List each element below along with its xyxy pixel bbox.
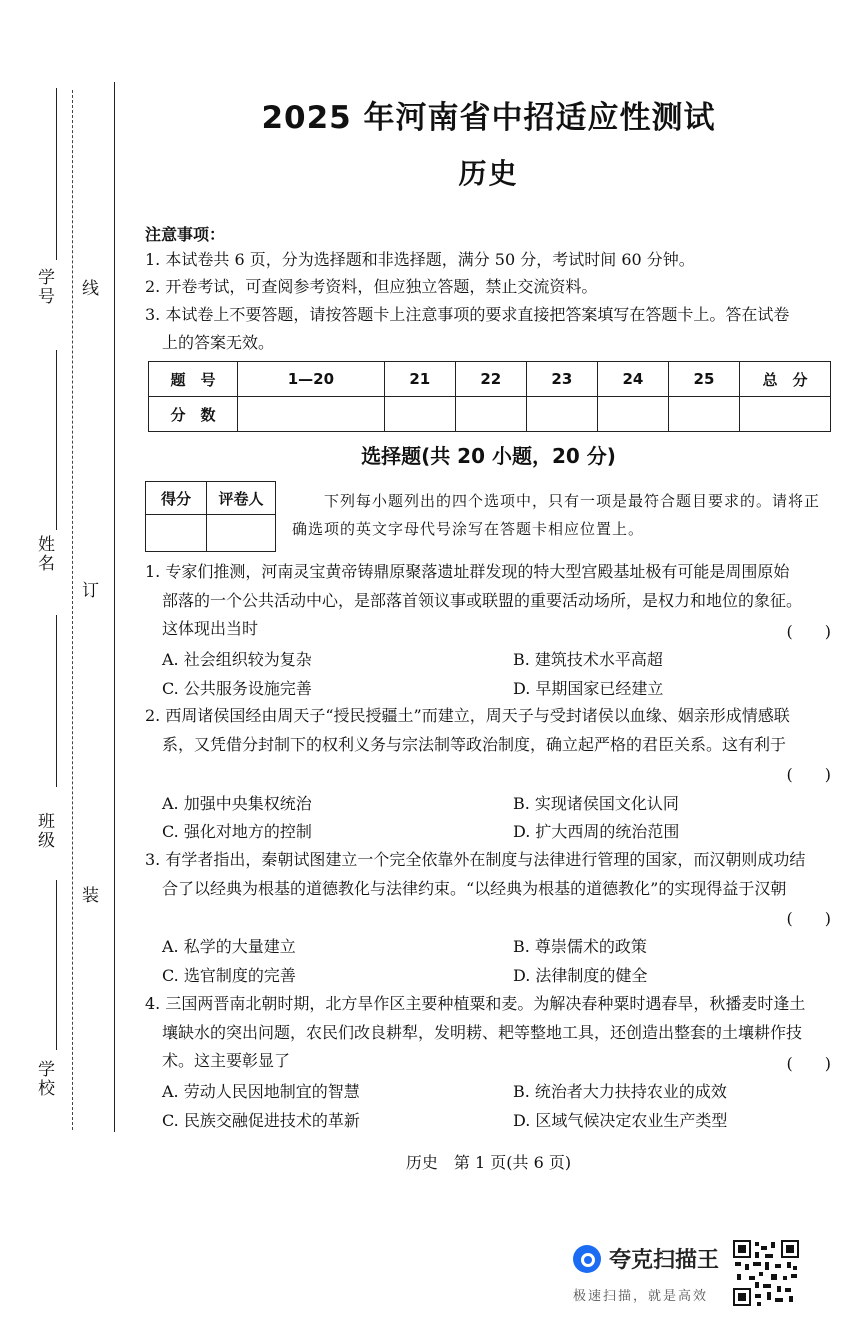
score-input-cell xyxy=(384,397,455,432)
score-table xyxy=(148,361,831,432)
score-input-cell xyxy=(740,397,831,432)
answer-paren: ( ) xyxy=(786,765,831,784)
option-a: A. 劳动人民因地制宜的智慧 xyxy=(162,1082,360,1101)
question-line: 合了以经典为根基的道德教化与法律约束。“以经典为根基的道德教化”的实现得益于汉朝 xyxy=(162,879,787,898)
label-student-id: 学号 xyxy=(34,268,54,306)
question-line: 部落的一个公共活动中心，是部落首领议事或联盟的重要活动场所，是权力和地位的象征。 xyxy=(162,591,803,610)
section-title: 选择题(共 20 小题，20 分) xyxy=(361,444,616,468)
score-table-header-row xyxy=(149,362,831,397)
qr-code-icon xyxy=(733,1240,799,1306)
answer-paren: ( ) xyxy=(786,622,831,641)
option-a: A. 加强中央集权统治 xyxy=(162,794,312,813)
class-line xyxy=(56,615,57,787)
note-item: 上的答案无效。 xyxy=(162,333,275,352)
question-line: 系，又凭借分封制下的权利义务与宗法制等政治制度，确立起严格的君臣关系。这有利于 xyxy=(162,735,787,754)
label-class: 班级 xyxy=(34,812,54,850)
option-c: C. 民族交融促进技术的革新 xyxy=(162,1111,360,1130)
score-table-score-row xyxy=(149,397,831,432)
score-cell: 25 xyxy=(668,362,739,397)
exam-subject: 历史 xyxy=(458,157,519,190)
score-input-cell xyxy=(455,397,526,432)
score-cell: 22 xyxy=(455,362,526,397)
score-input-cell xyxy=(668,397,739,432)
option-d: D. 区域气候决定农业生产类型 xyxy=(513,1111,728,1130)
option-d: D. 法律制度的健全 xyxy=(513,966,648,985)
option-b: B. 统治者大力扶持农业的成效 xyxy=(513,1082,727,1101)
school-line xyxy=(56,880,57,1050)
score-row-label: 分 数 xyxy=(149,397,238,432)
option-d: D. 扩大西周的统治范围 xyxy=(513,822,680,841)
label-name: 姓名 xyxy=(34,535,54,573)
option-c: C. 选官制度的完善 xyxy=(162,966,296,985)
score-input-cell xyxy=(597,397,668,432)
score-cell: 总 分 xyxy=(740,362,831,397)
option-c: C. 强化对地方的控制 xyxy=(162,822,312,841)
option-a: A. 社会组织较为复杂 xyxy=(162,650,312,669)
grader-name-cell xyxy=(207,515,276,552)
question-line: 壤缺水的突出问题，农民们改良耕犁，发明耢、耙等整地工具，还创造出整套的土壤耕作技 xyxy=(162,1023,803,1042)
exam-title: 2025 年河南省中招适应性测试 xyxy=(261,100,716,136)
section-instruction: 下列每小题列出的四个选项中，只有一项是最符合题目要求的。请将正确选项的英文字母代号涂写在答题卡相应位置上。 xyxy=(292,492,821,538)
option-c: C. 公共服务设施完善 xyxy=(162,679,312,698)
score-cell: 23 xyxy=(526,362,597,397)
question-line: 这体现出当时 xyxy=(162,619,259,638)
score-cell: 题 号 xyxy=(149,362,238,397)
binding-char-zhuang: 装 xyxy=(82,877,99,910)
option-d: D. 早期国家已经建立 xyxy=(513,679,664,698)
question-line: 1. 专家们推测，河南灵宝黄帝铸鼎原聚落遗址群发现的特大型宫殿基址极有可能是周围原始 xyxy=(145,562,790,581)
answer-paren: ( ) xyxy=(786,909,831,928)
scanner-brand-name: 夸克扫描王 xyxy=(609,1248,720,1273)
binding-char-ding: 订 xyxy=(82,572,99,605)
score-input-cell xyxy=(238,397,385,432)
note-item: 1. 本试卷共 6 页，分为选择题和非选择题，满分 50 分，考试时间 60 分钟。 xyxy=(145,250,695,269)
question-line: 术。这主要彰显了 xyxy=(162,1051,291,1070)
note-item: 3. 本试卷上不要答题，请按答题卡上注意事项的要求直接把答案填写在答题卡上。答在试卷 xyxy=(145,305,790,324)
binding-dashed-line xyxy=(72,90,73,1130)
option-a: A. 私学的大量建立 xyxy=(162,937,296,956)
score-cell: 21 xyxy=(384,362,455,397)
score-cell: 24 xyxy=(597,362,668,397)
answer-paren: ( ) xyxy=(786,1054,831,1073)
question-line: 2. 西周诸侯国经由周天子“授民授疆土”而建立，周天子与受封诸侯以血缘、姻亲形成情感联 xyxy=(145,706,790,725)
scanner-logo-icon xyxy=(573,1245,601,1273)
question-line: 4. 三国两晋南北朝时期，北方旱作区主要种植粟和麦。为解决春种粟时遇春旱，秋播麦时逢土 xyxy=(145,994,806,1013)
grader-table xyxy=(145,481,276,552)
notes-heading: 注意事项： xyxy=(145,225,226,244)
option-b: B. 实现诸侯国文化认同 xyxy=(513,794,679,813)
margin-rule xyxy=(114,82,115,1132)
note-item: 2. 开卷考试，可查阅参考资料，但应独立答题，禁止交流资料。 xyxy=(145,277,598,296)
scanner-slogan: 极速扫描，就是高效 xyxy=(573,1289,709,1304)
binding-char-xian: 线 xyxy=(82,270,99,303)
label-school: 学校 xyxy=(34,1060,54,1098)
page-footer: 历史 第 1 页(共 6 页) xyxy=(405,1153,572,1172)
question-line: 3. 有学者指出，秦朝试图建立一个完全依靠外在制度与法律进行管理的国家，而汉朝则成功结 xyxy=(145,850,806,869)
option-b: B. 尊崇儒术的政策 xyxy=(513,937,647,956)
score-cell: 1—20 xyxy=(238,362,385,397)
option-b: B. 建筑技术水平高超 xyxy=(513,650,663,669)
grader-score-header: 得分 xyxy=(146,482,207,515)
grader-name-header: 评卷人 xyxy=(207,482,276,515)
grader-score-cell xyxy=(146,515,207,552)
score-input-cell xyxy=(526,397,597,432)
